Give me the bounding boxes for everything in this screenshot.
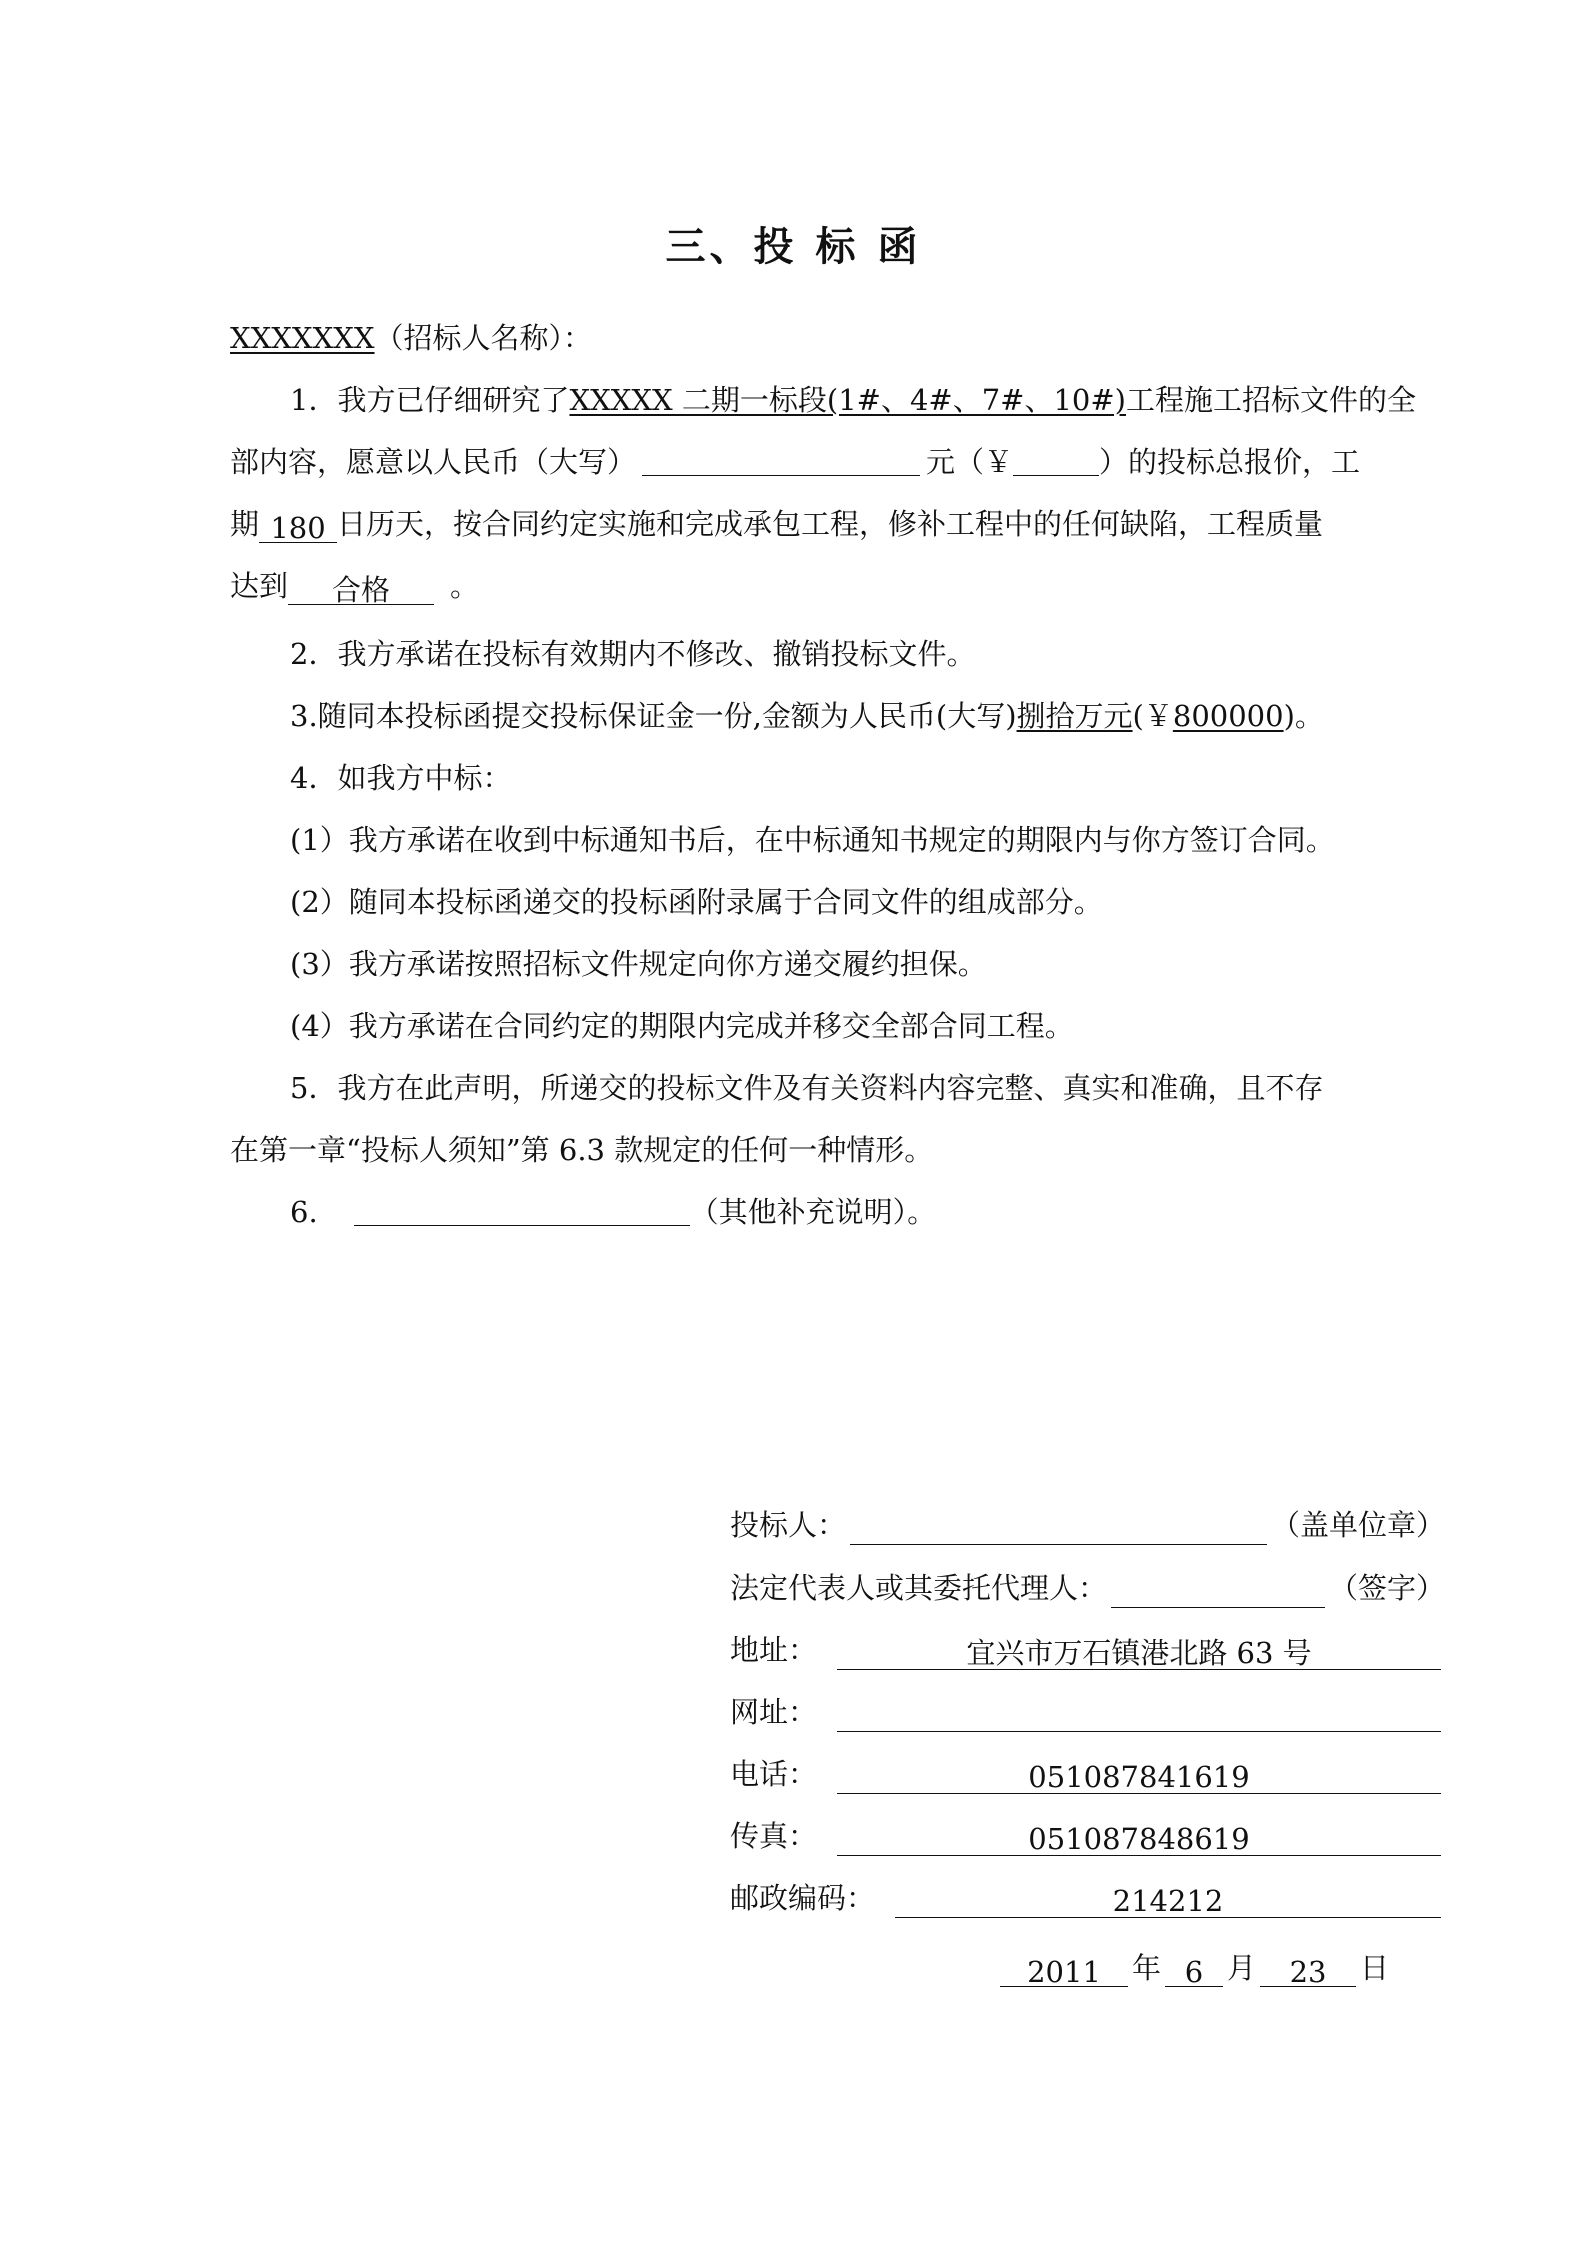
month-unit: 月 bbox=[1227, 1951, 1257, 1985]
date-month: 6 bbox=[1165, 1952, 1223, 1987]
title-part-1: 三、投 bbox=[665, 224, 798, 270]
price-words-blank bbox=[642, 445, 920, 476]
postcode-value: 214212 bbox=[895, 1881, 1441, 1918]
para3 bbox=[290, 696, 1445, 736]
list-item: (4）我方承诺在合同约定的期限内完成并移交全部合同工程。 bbox=[290, 1009, 1074, 1043]
representative-suffix: （签字） bbox=[1328, 1571, 1445, 1605]
para4: 4．如我方中标： bbox=[290, 761, 512, 795]
postcode-row bbox=[730, 1878, 1445, 1918]
website-value bbox=[837, 1695, 1441, 1732]
phone-row bbox=[730, 1754, 1445, 1794]
para6-suffix: （其他补充说明）。 bbox=[689, 1195, 937, 1229]
recipient-suffix: （招标人名称）： bbox=[374, 321, 593, 355]
date-year: 2011 bbox=[1000, 1952, 1128, 1987]
recipient-name: XXXXXXX bbox=[230, 321, 375, 355]
para6 bbox=[290, 1192, 1445, 1232]
para1-line3 bbox=[230, 504, 1445, 544]
fax-value: 051087848619 bbox=[837, 1819, 1441, 1856]
para1-text: 工程施工招标文件的全 bbox=[1125, 383, 1416, 417]
para6-number: 6. bbox=[290, 1195, 318, 1229]
bidder-blank bbox=[850, 1508, 1267, 1545]
representative-blank bbox=[1111, 1571, 1325, 1608]
para3-text: 3.随同本投标函提交投标保证金一份,金额为人民币(大写) bbox=[290, 699, 1017, 733]
project-name: XXXXX 二期一标段(1#、4#、7#、10#) bbox=[569, 383, 1126, 417]
para3-text: (￥ bbox=[1132, 699, 1173, 733]
date-day: 23 bbox=[1260, 1952, 1356, 1987]
representative-row bbox=[730, 1568, 1445, 1608]
address-label: 地址： bbox=[730, 1633, 818, 1667]
para1-text: 。 bbox=[450, 569, 480, 603]
fax-row bbox=[730, 1816, 1445, 1856]
title-part-2: 标 bbox=[815, 224, 860, 270]
address-row bbox=[730, 1630, 1445, 1670]
para1-text: 达到 bbox=[230, 569, 289, 603]
supplement-blank bbox=[354, 1195, 690, 1226]
date-line bbox=[1000, 1948, 1445, 1988]
day-unit: 日 bbox=[1360, 1951, 1390, 1985]
address-value: 宜兴市万石镇港北路 63 号 bbox=[837, 1633, 1441, 1670]
list-item: (2）随同本投标函递交的投标函附录属于合同文件的组成部分。 bbox=[290, 885, 1103, 919]
para1-text: 日历天，按合同约定实施和完成承包工程，修补工程中的任何缺陷，工程质量 bbox=[337, 507, 1324, 541]
para1-line1 bbox=[290, 380, 1445, 420]
deposit-amount-number: 800000 bbox=[1172, 699, 1284, 733]
list-item: (3）我方承诺按照招标文件规定向你方递交履约担保。 bbox=[290, 947, 987, 981]
website-row bbox=[730, 1692, 1445, 1732]
phone-value: 051087841619 bbox=[837, 1757, 1441, 1794]
bidder-row bbox=[730, 1505, 1445, 1545]
title-part-3: 函 bbox=[877, 224, 922, 270]
deposit-amount-words: 捌拾万元 bbox=[1016, 699, 1133, 733]
para3-text: )。 bbox=[1283, 699, 1324, 733]
fax-label: 传真： bbox=[730, 1819, 818, 1853]
para1-text: 部内容，愿意以人民币（大写） bbox=[230, 445, 637, 479]
para1-line2 bbox=[230, 442, 1445, 482]
representative-label: 法定代表人或其委托代理人： bbox=[730, 1571, 1108, 1605]
para1-text: ）的投标总报价，工 bbox=[1099, 445, 1361, 479]
list-item: (1）我方承诺在收到中标通知书后，在中标通知书规定的期限内与你方签订合同。 bbox=[290, 823, 1335, 857]
bidder-label: 投标人： bbox=[730, 1508, 847, 1542]
year-unit: 年 bbox=[1132, 1951, 1162, 1985]
postcode-label: 邮政编码： bbox=[730, 1881, 876, 1915]
page-title bbox=[0, 215, 1587, 272]
bidder-suffix: （盖单位章） bbox=[1270, 1508, 1445, 1542]
para5-line2: 在第一章“投标人须知”第 6.3 款规定的任何一种情形。 bbox=[230, 1133, 934, 1167]
phone-label: 电话： bbox=[730, 1757, 818, 1791]
para1-text: 1．我方已仔细研究了 bbox=[290, 383, 570, 417]
recipient-line bbox=[230, 318, 1445, 358]
construction-period: 180 bbox=[259, 508, 337, 543]
para1-text: 元（￥ bbox=[926, 445, 1014, 479]
para2: 2．我方承诺在投标有效期内不修改、撤销投标文件。 bbox=[290, 637, 976, 671]
quality-standard: 合格 bbox=[288, 570, 434, 605]
para1-text: 期 bbox=[230, 507, 260, 541]
para1-line4 bbox=[230, 566, 1445, 606]
website-label: 网址： bbox=[730, 1695, 818, 1729]
para5-line1: 5．我方在此声明，所递交的投标文件及有关资料内容完整、真实和准确，且不存 bbox=[290, 1071, 1324, 1105]
price-number-blank bbox=[1013, 445, 1099, 476]
